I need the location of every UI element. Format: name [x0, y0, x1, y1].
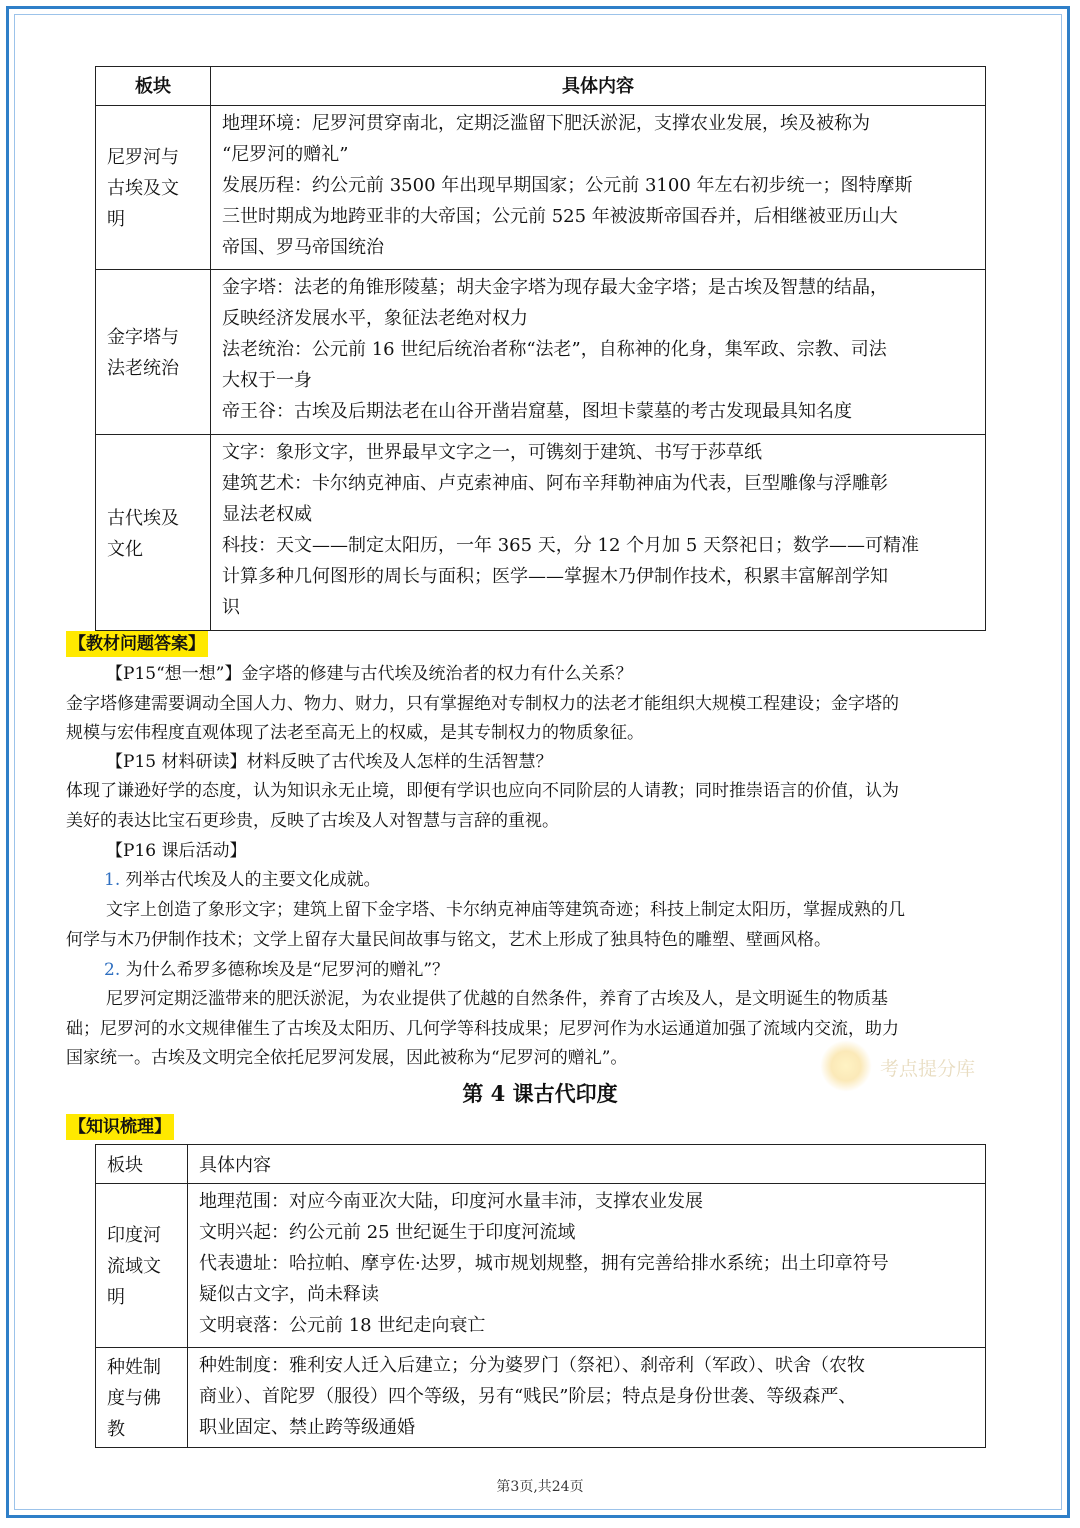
table-header-section: 板块	[96, 1145, 188, 1184]
answer-line: 何学与木乃伊制作技术；文学上留存大量民间故事与铭文，艺术上形成了独具特色的雕塑、壁画风格。	[66, 930, 831, 950]
question-item-1: 1. 列举古代埃及人的主要文化成就。	[104, 870, 381, 890]
table-row	[96, 270, 986, 435]
answer-line: 文字上创造了象形文字；建筑上留下金字塔、卡尔纳克神庙等建筑奇迹；科技上制定太阳历，掌握成熟的几	[106, 900, 905, 920]
question-item-2: 2. 为什么希罗多德称埃及是“尼罗河的赠礼”？	[104, 960, 450, 980]
question-p15-think: 【P15“想一想”】金字塔的修建与古代埃及统治者的权力有什么关系？	[106, 664, 633, 684]
answer-line: 金字塔修建需要调动全国人力、物力、财力，只有掌握绝对专制权力的法老才能组织大规模工程建设；金字塔的	[66, 694, 899, 714]
table-row	[96, 106, 986, 270]
table-row	[96, 1348, 986, 1448]
lesson-title: 第 4 课古代印度	[462, 1081, 618, 1106]
row-label: 金字塔与 法老统治	[96, 270, 211, 435]
section-tag-knowledge: 【知识梳理】	[66, 1114, 174, 1140]
row-content: 地理环境：尼罗河贯穿南北，定期泛滥留下肥沃淤泥，支撑农业发展，埃及被称为 “尼罗河的赠礼” 发展历程：约公元前 3500 年出现早期国家；公元前 3100 年左右初步统一；图特摩斯 三世时期成为地跨亚非的大帝国；公元前 525 年被波斯帝国吞并，后相继被亚历山大 帝国、罗马帝国统治	[211, 106, 986, 270]
answer-line: 尼罗河定期泛滥带来的肥沃淤泥，为农业提供了优越的自然条件，养育了古埃及人，是文明诞生的物质基	[106, 989, 888, 1009]
row-content: 金字塔：法老的角锥形陵墓；胡夫金字塔为现存最大金字塔；是古埃及智慧的结晶， 反映经济发展水平，象征法老绝对权力 法老统治：公元前 16 世纪后统治者称“法老”，自称神的化身，集军政、宗教、司法 大权于一身 帝王谷：古埃及后期法老在山谷开凿岩窟墓，图坦卡蒙墓的考古发现最具知名度	[211, 270, 986, 435]
watermark: 考点提分库	[880, 1058, 976, 1080]
section-tag-answers: 【教材问题答案】	[66, 631, 208, 657]
answer-line: 美好的表达比宝石更珍贵，反映了古埃及人对智慧与言辞的重视。	[66, 811, 559, 831]
table-header-section: 板块	[96, 67, 211, 106]
table-row	[96, 1184, 986, 1348]
india-table	[95, 1144, 986, 1448]
row-content: 种姓制度：雅利安人迁入后建立；分为婆罗门（祭祀）、刹帝利（军政）、吠舍（农牧 商业）、首陀罗（服役）四个等级，另有“贱民”阶层；特点是身份世袭、等级森严、 职业固定、禁止跨等级通婚	[188, 1348, 986, 1448]
egypt-table	[95, 66, 986, 631]
question-p15-material: 【P15 材料研读】材料反映了古代埃及人怎样的生活智慧？	[106, 752, 553, 772]
table-row	[96, 435, 986, 631]
answer-line: 础；尼罗河的水文规律催生了古埃及太阳历、几何学等科技成果；尼罗河作为水运通道加强了流域内交流，助力	[66, 1019, 899, 1039]
answer-line: 规模与宏伟程度直观体现了法老至高无上的权威，是其专制权力的物质象征。	[66, 723, 644, 743]
question-p16-activity: 【P16 课后活动】	[106, 841, 247, 861]
page-footer: 第3页,共24页	[496, 1479, 584, 1495]
row-label: 古代埃及 文化	[96, 435, 211, 631]
row-label: 种姓制 度与佛 教	[96, 1348, 188, 1448]
answer-line: 体现了谦逊好学的态度，认为知识永无止境，即便有学识也应向不同阶层的人请教；同时推崇语言的价值，认为	[66, 781, 899, 801]
row-label: 尼罗河与 古埃及文 明	[96, 106, 211, 270]
table-header-content: 具体内容	[211, 67, 986, 106]
row-label: 印度河 流域文 明	[96, 1184, 188, 1348]
row-content: 地理范围：对应今南亚次大陆，印度河水量丰沛，支撑农业发展 文明兴起：约公元前 25 世纪诞生于印度河流域 代表遗址：哈拉帕、摩亨佐·达罗，城市规划规整，拥有完善给排水系统；出土印章符号 疑似古文字，尚未释读 文明衰落：公元前 18 世纪走向衰亡	[188, 1184, 986, 1348]
answer-line: 国家统一。古埃及文明完全依托尼罗河发展，因此被称为“尼罗河的赠礼”。	[66, 1048, 628, 1068]
table-header-content: 具体内容	[188, 1145, 986, 1184]
row-content: 文字：象形文字，世界最早文字之一，可镌刻于建筑、书写于莎草纸 建筑艺术：卡尔纳克神庙、卢克索神庙、阿布辛拜勒神庙为代表，巨型雕像与浮雕彰 显法老权威 科技：天文——制定太阳历，一年 365 天，分 12 个月加 5 天祭祀日；数学——可精准 计算多种几何图形的周长与面积；医学——掌握木乃伊制作技术，积累丰富解剖学知 识	[211, 435, 986, 631]
